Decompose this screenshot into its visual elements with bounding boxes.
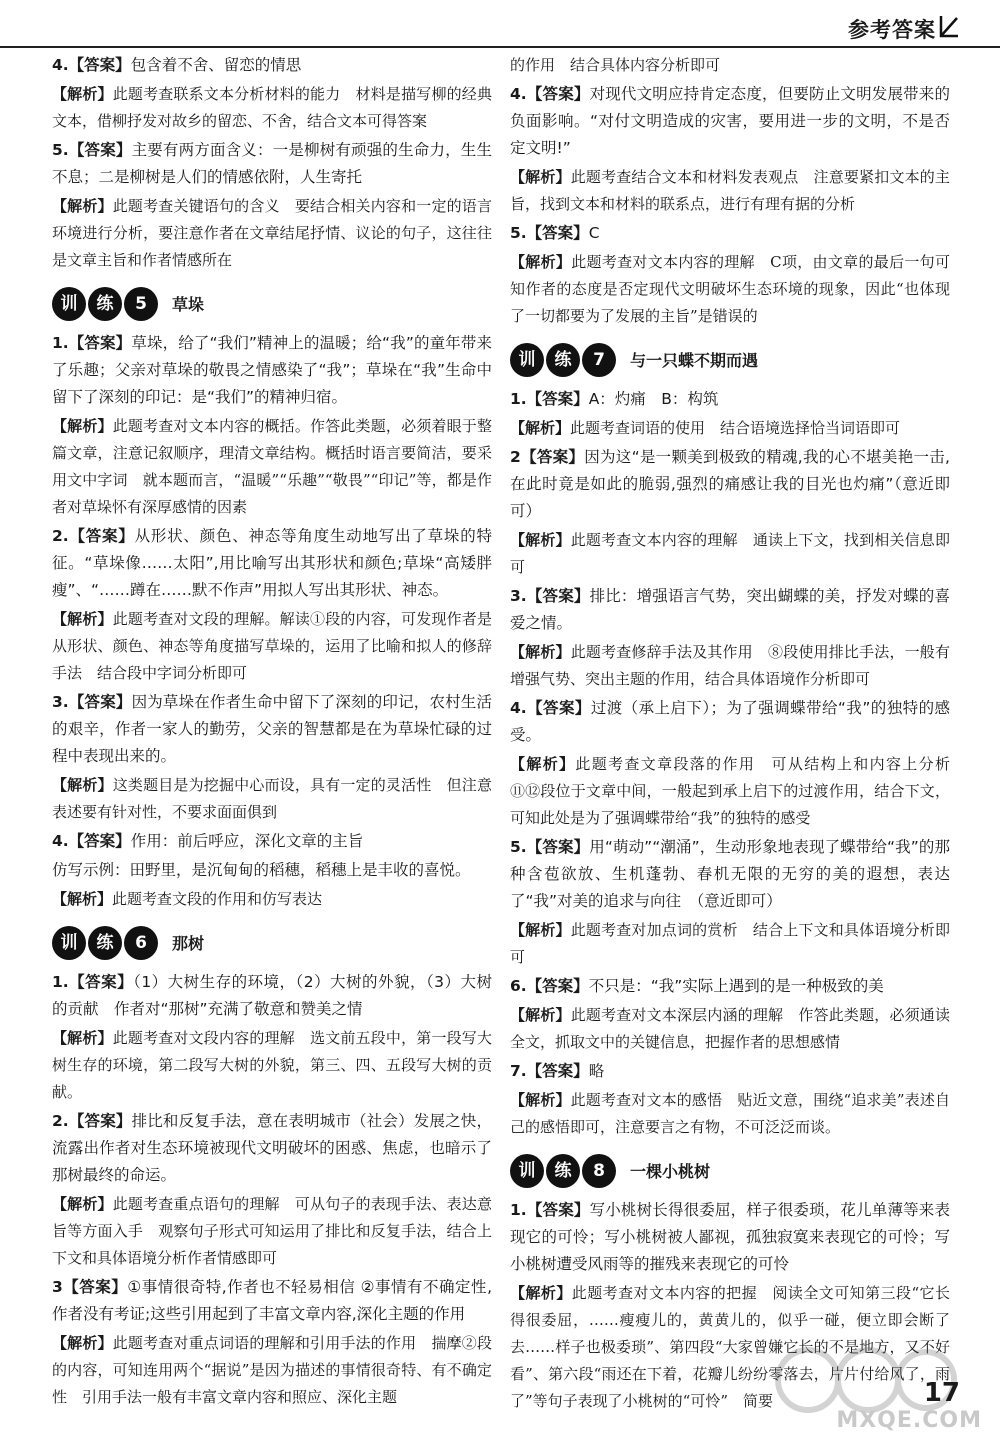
- explanation-paragraph: [510, 415, 950, 442]
- answer-paragraph: [52, 137, 492, 191]
- corner-check-icon: [938, 12, 960, 40]
- answer-paragraph: [510, 81, 950, 162]
- paragraph-text: （1）大树生存的环境，（2）大树的外貌，（3）大树的贡献 作者对“那树”充满了敬意和赞美之情: [52, 973, 492, 1018]
- explanation-paragraph: [510, 917, 950, 971]
- paragraph-text: 此题考查文章段落的作用 可从结构上和内容上分析 ⑪⑫段位于文章中间，一般起到承上启下的过渡作用，结合下文，可知此处是为了强调蝶带给“我”的独特的感受: [510, 755, 965, 827]
- label-tag: 【解析】: [510, 755, 576, 773]
- label-tag: 【解析】: [510, 1006, 571, 1024]
- paragraph-text: 此题考查文本内容的理解 通读上下文，找到相关信息即可: [510, 531, 950, 576]
- label-tag: 2【答案】: [510, 448, 585, 466]
- section-number-badge: 8: [582, 1154, 616, 1188]
- label-tag: 【解析】: [510, 1284, 572, 1302]
- explanation-paragraph: [510, 527, 950, 581]
- paragraph-text: 此题考查重点语句的理解 可从句子的表现手法、表达意旨等方面入手 观察句子形式可知运用了排比和反复手法，结合上下文和具体语境分析作者情感即可: [52, 1195, 492, 1267]
- section-heading: [52, 921, 492, 965]
- explanation-paragraph: [52, 193, 492, 274]
- paragraph-text: 此题考查对文本深层内涵的理解 作答此类题，必须通读全文，抓取文中的关键信息，把握作者的思想感情: [510, 1006, 950, 1051]
- label-tag: 5.【答案】: [510, 224, 589, 242]
- explanation-paragraph: [510, 751, 965, 832]
- paragraph-text: 这类题目是为挖掘中心而设，具有一定的灵活性 但注意表述要有针对性，不要求面面俱到: [52, 776, 492, 821]
- section-label-badge: 训: [510, 343, 544, 377]
- label-tag: 5.【答案】: [510, 838, 590, 856]
- paragraph-text: A：灼痛 B：构筑: [588, 390, 719, 408]
- paragraph-text: 此题考查联系文本分析材料的能力 材料是描写柳的经典文本，借柳抒发对故乡的留恋、不舍，结合文本可得答案: [52, 85, 492, 130]
- section-heading: [510, 338, 950, 382]
- label-tag: 1.【答案】: [52, 973, 134, 991]
- label-tag: 【解析】: [510, 419, 571, 437]
- paragraph-text: ①事情很奇特,作者也不轻易相信 ②事情有不确定性,作者没有考证;这些引用起到了丰富文章内容,深化主题的作用: [52, 1278, 492, 1323]
- answer-paragraph: [52, 523, 492, 604]
- paragraph-text: 此题考查对重点词语的理解和引用手法的作用 揣摩②段的内容，可知连用两个“据说”是因为描述的事情很奇特、有不确定性 引用手法一般有丰富文章内容和照应、深化主题: [52, 1334, 492, 1406]
- label-tag: 4.【答案】: [510, 85, 590, 103]
- label-tag: 【解析】: [52, 1029, 113, 1047]
- explanation-paragraph: [52, 772, 492, 826]
- label-tag: 1.【答案】: [510, 1201, 590, 1219]
- paragraph-text: 此题考查对文本内容的理解 C项，由文章的最后一句可知作者的态度是否定现代文明破坏生态环境的现象，因此“也体现了一切都要为了发展的主旨”是错误的: [510, 253, 950, 325]
- section-title: 那树: [172, 933, 205, 953]
- label-tag: 5.【答案】: [52, 141, 132, 159]
- section-label-badge: 训: [52, 287, 86, 321]
- label-tag: 【解析】: [510, 168, 571, 186]
- paragraph-text: 从形状、颜色、神态等角度生动地写出了草垛的特征。“草垛像……太阳”,用比喻写出其形状和颜色;草垛“高矮胖瘦”、“……蹲在……默不作声”用拟人写出其形状、神态。: [52, 527, 492, 599]
- section-label-badge: 练: [546, 1154, 580, 1188]
- right-column: [510, 52, 965, 1417]
- explanation-paragraph: [52, 1025, 492, 1106]
- header-title: 参考答案: [848, 18, 936, 42]
- section-label-badge: 练: [88, 287, 122, 321]
- paragraph-text: 此题考查对文段的理解。解读①段的内容，可发现作者是从形状、颜色、神态等角度描写草垛的，运用了比喻和拟人的修辞手法 结合段中字词分析即可: [52, 610, 492, 682]
- explanation-paragraph: [510, 639, 950, 693]
- page-number: 17: [923, 1378, 960, 1408]
- left-column: [52, 52, 492, 1413]
- answer-paragraph: [510, 220, 950, 247]
- paragraph-text: 的作用 结合具体内容分析即可: [510, 56, 721, 74]
- answer-paragraph: [510, 695, 950, 749]
- explanation-paragraph: [52, 1330, 492, 1411]
- paragraph-text: C: [588, 224, 600, 242]
- label-tag: 4.【答案】: [52, 832, 131, 850]
- explanation-paragraph: [510, 52, 950, 79]
- section-title: 草垛: [172, 294, 205, 314]
- paragraph-text: 用“萌动”“潮涌”，生动形象地表现了蝶带给“我”的那种含苞欲放、生机蓬勃、春机无限的无穷的美的遐想，表达了“我”对美的追求与向往 （意近即可）: [510, 838, 950, 910]
- section-number-badge: 6: [124, 926, 158, 960]
- answer-paragraph: [52, 828, 492, 855]
- paragraph-text: 排比和反复手法，意在表明城市（社会）发展之快，流露出作者对生态环境被现代文明破坏的困惑、焦虑，也暗示了那树最终的命运。: [52, 1112, 492, 1184]
- section-label-badge: 训: [510, 1154, 544, 1188]
- label-tag: 【解析】: [510, 531, 571, 549]
- paragraph-text: 此题考查对加点词的赏析 结合上下文和具体语境分析即可: [510, 921, 950, 966]
- paragraph-text: 此题考查对文段内容的理解 选文前五段中，第一段写大树生存的环境，第二段写大树的外貌，第三、四、五段写大树的贡献。: [52, 1029, 492, 1101]
- paragraph-text: 不只是：“我”实际上遇到的是一种极致的美: [588, 977, 884, 995]
- page-header: [0, 0, 1000, 48]
- paragraph-text: 包含着不舍、留恋的情思: [130, 56, 302, 74]
- label-tag: 1.【答案】: [52, 334, 132, 352]
- paragraph-text: 此题考查修辞手法及其作用 ⑧段使用排比手法，一般有增强气势、突出主题的作用，结合具体语境作分析即可: [510, 643, 950, 688]
- explanation-paragraph: [52, 606, 492, 687]
- label-tag: 【解析】: [510, 1091, 571, 1109]
- label-tag: 【解析】: [510, 643, 571, 661]
- explanation-paragraph: [510, 164, 950, 218]
- section-label-badge: 训: [52, 926, 86, 960]
- section-title: 与一只蝶不期而遇: [630, 350, 759, 370]
- label-tag: 【解析】: [510, 921, 571, 939]
- paragraph-text: 此题考查关键语句的含义 要结合相关内容和一定的语言环境进行分析，要注意作者在文章结尾抒情、议论的句子，这往往是文章主旨和作者情感所在: [52, 197, 492, 269]
- answer-paragraph: [52, 52, 492, 79]
- explanation-paragraph: [52, 81, 492, 135]
- explanation-paragraph: [510, 1002, 950, 1056]
- paragraph-text: 此题考查结合文本和材料发表观点 注意要紧扣文本的主旨，找到文本和材料的联系点，进行有理有据的分析: [510, 168, 950, 213]
- section-label-badge: 练: [546, 343, 580, 377]
- explanation-paragraph: [510, 249, 950, 330]
- answer-paragraph: [510, 444, 950, 525]
- label-tag: 4.【答案】: [52, 56, 131, 74]
- paragraph-text: 此题考查对文本内容的概括。作答此类题，必须着眼于整篇文章，注意记叙顺序，理清文章结构。概括时语言要简洁，要采用文中字词 就本题而言，“温暖”“乐趣”“敬畏”“印记”等，都是作者对草垛怀有深厚感情的因素: [52, 417, 492, 516]
- paragraph-text: 写小桃树长得很委屈，样子很委琐，花儿单薄等来表现它的可怜；写小桃树被人鄙视，孤独寂寞来表现它的可怜；写小桃树遭受风雨等的摧残来表现它的可怜: [510, 1201, 950, 1273]
- label-tag: 2.【答案】: [52, 1112, 132, 1130]
- label-tag: 3.【答案】: [510, 587, 590, 605]
- label-tag: 【解析】: [510, 253, 572, 271]
- label-tag: 3.【答案】: [52, 693, 132, 711]
- watermark-text: MXQE.COM: [836, 1408, 982, 1433]
- answer-paragraph: [52, 330, 492, 411]
- explanation-paragraph: [52, 413, 492, 521]
- answer-paragraph: [510, 1058, 950, 1085]
- paragraph-text: 草垛，给了“我们”精神上的温暖；给“我”的童年带来了乐趣；父亲对草垛的敬畏之情感染了“我”；草垛在“我”生命中留下了深刻的印记：是“我们”的精神归宿。: [52, 334, 492, 406]
- answer-paragraph: [52, 1108, 492, 1189]
- paragraph-text: 对现代文明应持肯定态度，但要防止文明发展带来的负面影响。“对付文明造成的灾害，要用进一步的文明，不是否定文明!”: [510, 85, 950, 157]
- label-tag: 【解析】: [52, 417, 113, 435]
- answer-paragraph: [52, 689, 492, 770]
- label-tag: 1.【答案】: [510, 390, 589, 408]
- answer-paragraph: [510, 973, 950, 1000]
- label-tag: 【解析】: [52, 85, 113, 103]
- paragraph-text: 作用：前后呼应，深化文章的主旨: [130, 832, 364, 850]
- paragraph-text: 因为草垛在作者生命中留下了深刻的印记，农村生活的艰辛，作者一家人的勤劳，父亲的智慧都是在为草垛忙碌的过程中表现出来的。: [52, 693, 492, 765]
- answer-paragraph: [52, 969, 492, 1023]
- label-tag: 【解析】: [52, 776, 113, 794]
- section-heading: [510, 1149, 950, 1193]
- label-tag: 7.【答案】: [510, 1062, 589, 1080]
- label-tag: 【解析】: [52, 610, 113, 628]
- explanation-paragraph: [510, 1087, 950, 1141]
- label-tag: 4.【答案】: [510, 699, 591, 717]
- label-tag: 【解析】: [52, 197, 113, 215]
- header-rule: [0, 46, 1000, 48]
- paragraph-text: 因为这“是一颗美到极致的精魂,我的心不堪美艳一击,在此时竟是如此的脆弱,强烈的痛感让我的目光也灼痛”（意近即可）: [510, 448, 950, 520]
- paragraph-text: 仿写示例：田野里，是沉甸甸的稻穗，稻穗上是丰收的喜悦。: [52, 861, 471, 879]
- answer-paragraph: [510, 834, 950, 915]
- answer-paragraph: [510, 1197, 950, 1278]
- label-tag: 【解析】: [52, 1195, 113, 1213]
- answer-paragraph: [52, 857, 492, 884]
- section-label-badge: 练: [88, 926, 122, 960]
- paragraph-text: 此题考查文段的作用和仿写表达: [112, 890, 323, 908]
- paragraph-text: 主要有两方面含义：一是柳树有顽强的生命力，生生不息；二是柳树是人们的情感依附，人生寄托: [52, 141, 492, 186]
- section-heading: [52, 282, 492, 326]
- paragraph-text: 此题考查词语的使用 结合语境选择恰当词语即可: [570, 419, 901, 437]
- section-number-badge: 5: [124, 287, 158, 321]
- paragraph-text: 过渡（承上启下）；为了强调蝶带给“我”的独特的感受。: [510, 699, 950, 744]
- label-tag: 6.【答案】: [510, 977, 589, 995]
- explanation-paragraph: [52, 886, 492, 913]
- paragraph-text: 此题考查对文本的感悟 贴近文意，围绕“追求美”表述自己的感悟即可，注意要言之有物，不可泛泛而谈。: [510, 1091, 950, 1136]
- label-tag: 2.【答案】: [52, 527, 135, 545]
- section-number-badge: 7: [582, 343, 616, 377]
- label-tag: 【解析】: [52, 890, 113, 908]
- section-title: 一棵小桃树: [630, 1161, 711, 1181]
- paragraph-text: 略: [588, 1062, 605, 1080]
- label-tag: 3【答案】: [52, 1278, 128, 1296]
- explanation-paragraph: [52, 1191, 492, 1272]
- answer-paragraph: [510, 583, 950, 637]
- answer-paragraph: [52, 1274, 492, 1328]
- label-tag: 【解析】: [52, 1334, 113, 1352]
- paragraph-text: 排比：增强语言气势，突出蝴蝶的美，抒发对蝶的喜爱之情。: [510, 587, 950, 632]
- paragraph-text: 此题考查对文本内容的把握 阅读全文可知第三段“它长得很委屈，……瘦瘦儿的，黄黄儿的，似乎一碰，便立即会断了去……样子也极委琐”、第四段“大家曾嫌它长的不是地方，又不好看”、第六段“雨还在下着，花瓣儿纷纷零落去，片片付给风了，雨了”等句子表现了小桃树的“可怜” 简要: [510, 1284, 950, 1410]
- answer-paragraph: [510, 386, 950, 413]
